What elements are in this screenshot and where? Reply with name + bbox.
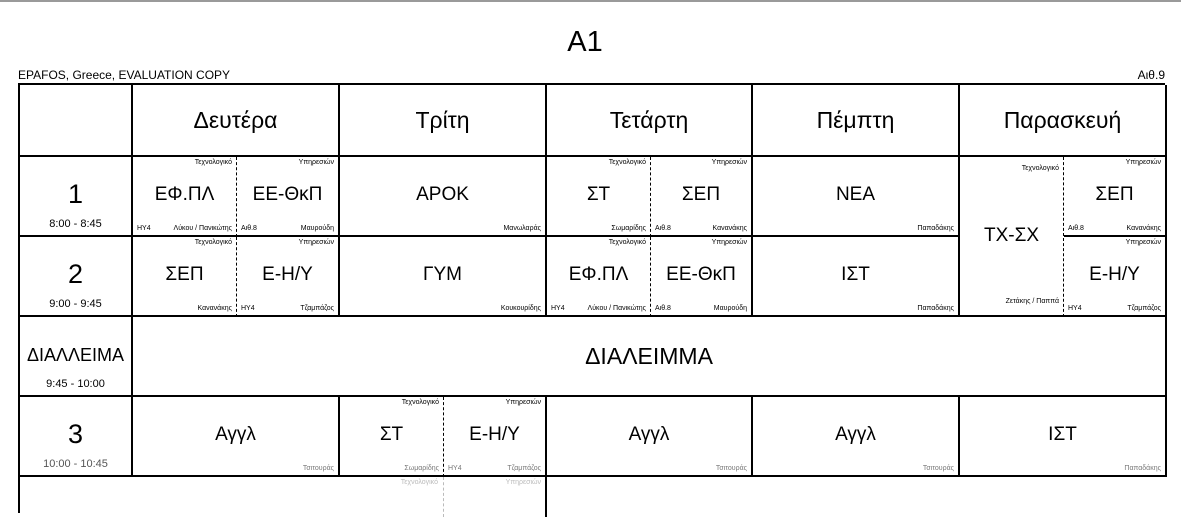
group-label: Υπηρεσιών	[1125, 239, 1161, 246]
subject-label: ΕΕ-ΘκΠ	[252, 184, 323, 205]
teacher-name: Κανανάκης	[1126, 225, 1161, 232]
group-label: Υπηρεσιών	[1125, 159, 1161, 166]
group-label: Τεχνολογικό	[194, 159, 232, 166]
teacher-name: Κανανάκης	[197, 305, 232, 312]
subject-label: ΣΤ	[586, 184, 611, 205]
lesson-group-b[interactable]	[444, 397, 545, 475]
teacher-name: Τσιτουράς	[302, 465, 334, 472]
teacher-name: Κουκουρίδης	[500, 305, 541, 312]
subject-label: Ε-Η/Υ	[1089, 264, 1140, 285]
room-code: Αιθ.8	[655, 305, 671, 312]
group-label: Υπηρεσιών	[505, 399, 541, 406]
period-time: 9:00 - 9:45	[49, 298, 102, 310]
subject-label: ΕΕ-ΘκΠ	[666, 264, 736, 285]
lesson-cell-thu-1[interactable]	[753, 157, 960, 237]
break-time: 9:45 - 10:00	[46, 378, 105, 390]
day-header-friday: Παρασκευή	[960, 85, 1167, 157]
subject-label: ΕΦ.ΠΛ	[568, 264, 629, 285]
lesson-cell-wed-3[interactable]	[547, 397, 753, 477]
room-code: ΗΥ4	[551, 305, 565, 312]
group-label: Τεχνολογικό	[400, 479, 438, 486]
break-cell: ΔΙΑΛΕΙΜΜΑ	[133, 317, 1167, 397]
lesson-group-a[interactable]	[547, 237, 650, 315]
subject-label: ΕΦ.ΠΛ	[154, 184, 215, 205]
day-header-wednesday: Τετάρτη	[547, 85, 753, 157]
group-label: Τεχνολογικό	[194, 239, 232, 246]
teacher-name: Παπαδάκης	[917, 305, 954, 312]
lesson-cell-mon-2[interactable]	[133, 237, 340, 317]
subject-label: ΑΡΟΚ	[416, 184, 469, 205]
period-number: 3	[67, 419, 84, 449]
teacher-name: Μαυρούδη	[713, 305, 747, 312]
teacher-name: Τζαμπάζος	[1127, 305, 1161, 312]
top-border-line	[0, 0, 1181, 2]
subject-label: ΓΥΜ	[423, 264, 462, 285]
lesson-group-a[interactable]	[960, 157, 1063, 315]
group-label: Τεχνολογικό	[1021, 165, 1059, 172]
lesson-group-a[interactable]	[133, 237, 236, 315]
group-label: Υπηρεσιών	[298, 239, 334, 246]
subject-label: ΣΕΠ	[165, 264, 204, 285]
teacher-name: Σωμαρίδης	[404, 465, 439, 472]
period-number: 2	[67, 259, 84, 289]
lesson-group-b-p1[interactable]	[1064, 157, 1165, 235]
subject-label: ΣΤ	[379, 424, 404, 445]
teacher-name: Κανανάκης	[712, 225, 747, 232]
room-code: ΗΥ4	[137, 225, 151, 232]
subject-label: ΣΕΠ	[681, 184, 721, 205]
teacher-name: Τζαμπάζος	[507, 465, 541, 472]
period-header-1	[20, 157, 133, 237]
lesson-cell-mon-1[interactable]	[133, 157, 340, 237]
teacher-name: Τσιτουράς	[715, 465, 747, 472]
lesson-cell-tue-1[interactable]	[340, 157, 547, 237]
lesson-cell-tue-3[interactable]	[340, 397, 547, 477]
lesson-group-b[interactable]	[237, 157, 338, 235]
subject-label: Αγγλ	[215, 424, 256, 445]
lesson-group-b[interactable]	[237, 237, 338, 315]
room-code: Αιθ.8	[1068, 225, 1084, 232]
teacher-name: Ζετάκης / Παππά	[1005, 298, 1059, 305]
lesson-cell-fri-1-2[interactable]	[960, 157, 1167, 317]
period-number: 1	[67, 179, 84, 209]
lesson-cell-wed-2[interactable]	[547, 237, 753, 317]
day-header-tuesday: Τρίτη	[340, 85, 547, 157]
lesson-cell-thu-2[interactable]	[753, 237, 960, 317]
timetable-grid	[18, 83, 1165, 513]
room-code: Αιθ.8	[241, 225, 257, 232]
subject-label: Ε-Η/Υ	[469, 424, 520, 445]
corner-cell	[20, 85, 133, 157]
group-divider	[443, 477, 444, 517]
period-header-2	[20, 237, 133, 317]
room-code: ΗΥ4	[448, 465, 462, 472]
break-header	[20, 317, 133, 397]
room-code: Αιθ.8	[655, 225, 671, 232]
lesson-cell-tue-4-partial[interactable]	[340, 477, 547, 517]
lesson-cell-tue-2[interactable]	[340, 237, 547, 317]
group-label: Τεχνολογικό	[401, 399, 439, 406]
teacher-name: Λύκου / Πανικώτης	[173, 225, 232, 232]
period-time: 10:00 - 10:45	[43, 458, 108, 470]
group-label: Τεχνολογικό	[608, 159, 646, 166]
period-header-3	[20, 397, 133, 477]
teacher-name: Μαυρούδη	[300, 225, 334, 232]
lesson-cell-wed-1[interactable]	[547, 157, 753, 237]
subject-label: ΤΧ-ΣΧ	[983, 225, 1040, 246]
day-header-monday: Δευτέρα	[133, 85, 340, 157]
lesson-group-a[interactable]	[340, 397, 443, 475]
lesson-group-b[interactable]	[651, 237, 751, 315]
teacher-name: Τζαμπάζος	[300, 305, 334, 312]
lesson-group-b-p2[interactable]	[1064, 237, 1165, 315]
group-label: Τεχνολογικό	[608, 239, 646, 246]
subject-label: Αγγλ	[628, 424, 670, 445]
group-label: Υπηρεσιών	[711, 159, 747, 166]
teacher-name: Σωμαρίδης	[611, 225, 646, 232]
subject-label: Ε-Η/Υ	[262, 264, 313, 285]
room-label: Αιθ.9	[1137, 68, 1165, 82]
lesson-cell-thu-3[interactable]	[753, 397, 960, 477]
teacher-name: Παπαδάκης	[917, 225, 954, 232]
group-label: Υπηρεσιών	[505, 479, 541, 486]
subject-label: ΙΣΤ	[841, 264, 870, 285]
break-label: ΔΙΑΛΛΕΙΜΑ	[26, 345, 125, 365]
teacher-name: Μανωλαράς	[503, 225, 541, 232]
teacher-name: Λύκου / Πανικώτης	[587, 305, 646, 312]
period-time: 8:00 - 8:45	[49, 218, 102, 230]
group-label: Υπηρεσιών	[711, 239, 747, 246]
teacher-name: Παπαδάκης	[1124, 465, 1161, 472]
group-label: Υπηρεσιών	[298, 159, 334, 166]
lesson-cell-fri-3[interactable]	[960, 397, 1167, 477]
room-code: ΗΥ4	[241, 305, 255, 312]
room-code: ΗΥ4	[1068, 305, 1082, 312]
subject-label: ΝΕΑ	[835, 184, 876, 205]
lesson-group-a[interactable]	[133, 157, 236, 235]
timetable-title: A1	[567, 26, 603, 58]
teacher-name: Τσιτουράς	[922, 465, 954, 472]
lesson-group-b[interactable]	[651, 157, 751, 235]
lesson-group-a[interactable]	[547, 157, 650, 235]
lesson-cell-mon-3[interactable]	[133, 397, 340, 477]
subject-label: ΣΕΠ	[1095, 184, 1134, 205]
subject-label: Αγγλ	[835, 424, 876, 445]
subject-label: ΙΣΤ	[1048, 424, 1077, 445]
school-label: EPAFOS, Greece, EVALUATION COPY	[18, 68, 231, 82]
day-header-thursday: Πέμπτη	[753, 85, 960, 157]
